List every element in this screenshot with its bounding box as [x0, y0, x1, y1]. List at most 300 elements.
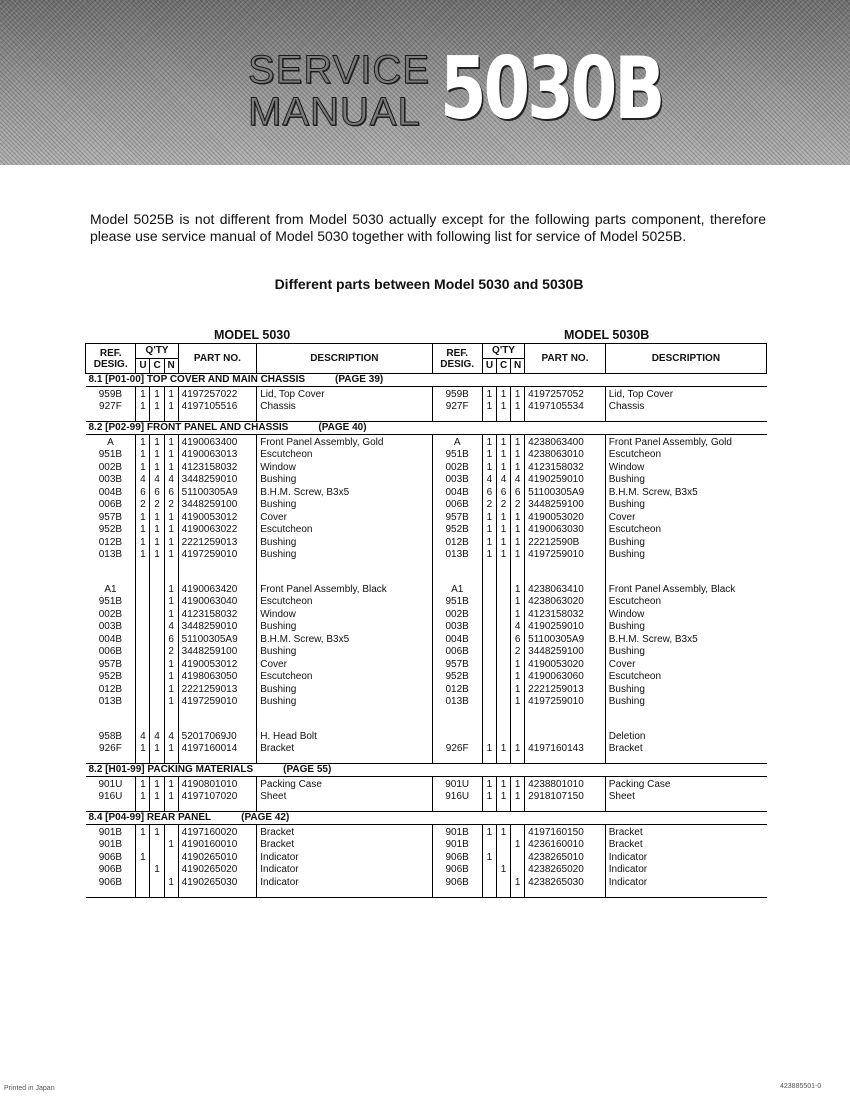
spacer-cell	[496, 756, 510, 764]
right-ref-cell: 012B	[432, 537, 482, 550]
right-part-no-cell: 51100305A9	[525, 634, 606, 647]
section-header-row	[86, 764, 767, 777]
right-qty-n-cell: 1	[511, 659, 525, 672]
right-description-cell: Bracket	[605, 839, 766, 852]
left-qty-c-cell	[150, 839, 164, 852]
right-qty-n-cell: 1	[511, 877, 525, 890]
spacer-cell	[150, 889, 164, 897]
right-description-cell: Indicator	[605, 852, 766, 865]
left-description-header: DESCRIPTION	[257, 344, 432, 374]
spacer-cell	[178, 414, 257, 422]
right-qty-u-cell: 1	[482, 549, 496, 562]
right-qty-u-cell	[482, 839, 496, 852]
spacer-cell	[605, 804, 766, 812]
left-ref-cell: A	[107, 437, 114, 448]
right-qty-u-cell: 1	[482, 435, 496, 450]
left-qty-n-cell: 2	[164, 646, 178, 659]
spacer-cell	[86, 756, 136, 764]
spacer-cell	[164, 804, 178, 812]
right-ref-cell: 951B	[432, 449, 482, 462]
left-qty-n-cell: 1	[164, 659, 178, 672]
left-qty-u-cell: 1	[136, 825, 150, 840]
right-qty-n-cell: 1	[511, 449, 525, 462]
right-description-cell	[605, 562, 766, 584]
right-qty-c-cell: 1	[496, 449, 510, 462]
table-section	[86, 374, 767, 422]
right-qty-n-cell: 1	[511, 671, 525, 684]
right-part-no-cell	[525, 709, 606, 731]
left-description-cell: Bushing	[257, 621, 432, 634]
left-part-no-cell: 4190265020	[178, 864, 257, 877]
section-title: 8.2 [H01-99] PACKING MATERIALS	[88, 764, 254, 775]
left-ref-cell: 004B	[98, 633, 123, 645]
left-qty-c-cell: 6	[150, 487, 164, 500]
left-description-cell: B.H.M. Screw, B3x5	[257, 487, 432, 500]
left-qty-n-cell	[164, 864, 178, 877]
left-ref-cell: 906B	[98, 864, 123, 876]
section-page-ref: (PAGE 39)	[335, 374, 384, 385]
spacer-cell	[86, 804, 136, 812]
left-qty-c-cell	[150, 709, 164, 731]
right-qty-c-cell: 1	[496, 387, 510, 402]
right-part-no-cell: 4190063030	[525, 524, 606, 537]
right-qty-n-cell: 1	[511, 791, 525, 804]
right-qty-n-cell	[511, 709, 525, 731]
intro-paragraph: Model 5025B is not different from Model 5030 actually except for the following parts component, therefore please use service manual of Model 5030 together with following list for service of Model 5025B.	[90, 211, 766, 244]
spacer-cell	[257, 889, 432, 897]
right-qty-c-cell: 1	[496, 743, 510, 756]
section-spacer	[86, 414, 767, 422]
right-part-no-cell: 4197259010	[525, 696, 606, 709]
right-description-cell: Deletion	[605, 731, 766, 744]
left-ref-cell	[86, 562, 136, 584]
right-qty-u-cell	[482, 709, 496, 731]
left-part-no-cell: 3448259100	[178, 499, 257, 512]
table-row	[86, 791, 767, 804]
right-qty-u-cell	[482, 877, 496, 890]
section-page-ref: (PAGE 40)	[318, 422, 367, 433]
spacer-cell	[525, 889, 606, 897]
right-ref-cell: 004B	[432, 634, 482, 647]
left-part-no-cell: 4123158032	[178, 609, 257, 622]
left-qty-u-cell: 1	[136, 537, 150, 550]
left-qty-u-cell: 1	[136, 743, 150, 756]
right-part-no-cell: 4197259010	[525, 549, 606, 562]
right-qty-n-cell	[511, 852, 525, 865]
left-qty-c-cell: 1	[150, 537, 164, 550]
right-description-cell: Bushing	[605, 474, 766, 487]
right-description-cell: Chassis	[605, 401, 766, 414]
right-ref-cell: 951B	[432, 596, 482, 609]
left-qty-n-cell: 1	[164, 462, 178, 475]
spacer-cell	[482, 414, 496, 422]
left-description-cell: Bracket	[257, 825, 432, 840]
right-qty-n-cell: 4	[511, 474, 525, 487]
right-part-no-cell: 4238063400	[525, 435, 606, 450]
spacer-cell	[178, 804, 257, 812]
right-part-no-cell: 4190063060	[525, 671, 606, 684]
spacer-cell	[257, 756, 432, 764]
left-qty-c-cell	[150, 877, 164, 890]
right-qty-u-cell: 1	[482, 852, 496, 865]
table-row	[86, 852, 767, 865]
left-qty-u-cell	[136, 877, 150, 890]
left-part-no-cell: 4190063400	[178, 435, 257, 450]
left-ref-cell: 906B	[98, 851, 123, 863]
left-qty-c-cell	[150, 852, 164, 865]
spacer-cell	[432, 756, 482, 764]
left-description-cell: Escutcheon	[257, 449, 432, 462]
left-partno-header: PART NO.	[178, 344, 257, 374]
left-description-cell: Indicator	[257, 864, 432, 877]
right-qty-u-cell: 1	[482, 825, 496, 840]
left-ref-cell: 012B	[98, 683, 123, 695]
right-description-cell: Sheet	[605, 791, 766, 804]
left-ref-cell: 901U	[98, 779, 123, 790]
left-qty-n-cell: 1	[164, 584, 178, 597]
left-qty-u-cell: 4	[136, 474, 150, 487]
section-header	[86, 764, 767, 777]
left-qty-c-header: C	[150, 359, 164, 374]
left-qty-c-cell	[150, 659, 164, 672]
right-ref-cell: 013B	[432, 549, 482, 562]
left-qty-u-cell	[136, 659, 150, 672]
left-part-no-cell: 51100305A9	[178, 634, 257, 647]
left-part-no-cell: 4190265010	[178, 852, 257, 865]
spacer-cell	[164, 414, 178, 422]
left-description-cell: Escutcheon	[257, 524, 432, 537]
spacer-cell	[178, 756, 257, 764]
right-part-no-cell: 4190259010	[525, 474, 606, 487]
right-ref-cell: 916U	[432, 791, 482, 804]
left-description-cell: Bushing	[257, 537, 432, 550]
table-section	[86, 812, 767, 898]
right-part-no-cell: 4190053020	[525, 512, 606, 525]
left-qty-u-cell	[136, 584, 150, 597]
right-part-no-cell: 4123158032	[525, 462, 606, 475]
right-qty-c-cell	[496, 877, 510, 890]
left-ref-cell: 957B	[98, 658, 123, 670]
spacer-cell	[525, 414, 606, 422]
left-description-cell: B.H.M. Screw, B3x5	[257, 634, 432, 647]
table-row	[86, 731, 767, 744]
left-part-no-cell: 4190063022	[178, 524, 257, 537]
table-row	[86, 696, 767, 709]
left-qty-c-cell	[150, 584, 164, 597]
right-qty-u-cell	[482, 671, 496, 684]
section-spacer	[86, 756, 767, 764]
right-description-cell: Packing Case	[605, 777, 766, 792]
right-qty-u-cell: 1	[482, 387, 496, 402]
table-section	[86, 764, 767, 812]
left-ref-cell: 926F	[99, 743, 122, 755]
left-ref-cell: 003B	[98, 474, 123, 486]
spacer-cell	[432, 804, 482, 812]
left-qty-n-cell: 1	[164, 684, 178, 697]
right-qty-n-cell: 6	[511, 487, 525, 500]
right-qty-n-cell: 1	[511, 684, 525, 697]
left-part-no-cell: 4197105516	[178, 401, 257, 414]
right-ref-cell: 901B	[432, 839, 482, 852]
right-qty-n-cell: 1	[511, 387, 525, 402]
right-model-heading: MODEL 5030B	[564, 328, 650, 342]
left-part-no-cell: 4190160010	[178, 839, 257, 852]
spacer-cell	[150, 756, 164, 764]
left-ref-cell: 951B	[98, 449, 123, 461]
left-qty-n-cell: 2	[164, 499, 178, 512]
right-ref-cell: 013B	[432, 696, 482, 709]
spacer-cell	[496, 414, 510, 422]
spacer-cell	[164, 756, 178, 764]
right-ref-cell: A1	[432, 584, 482, 597]
left-qty-n-cell: 1	[164, 435, 178, 450]
spacer-row	[86, 562, 767, 584]
right-description-cell: Bushing	[605, 696, 766, 709]
section-header	[86, 422, 767, 435]
left-part-no-cell: 4198063050	[178, 671, 257, 684]
table-row	[86, 684, 767, 697]
right-ref-cell: 002B	[432, 462, 482, 475]
left-qty-n-cell: 6	[164, 487, 178, 500]
right-qty-u-cell	[482, 684, 496, 697]
left-qty-c-cell: 1	[150, 524, 164, 537]
right-ref-cell: 004B	[432, 487, 482, 500]
table-row	[86, 596, 767, 609]
table-row	[86, 671, 767, 684]
left-part-no-cell: 4197259010	[178, 696, 257, 709]
right-ref-cell	[432, 731, 482, 744]
right-ref-cell: 002B	[432, 609, 482, 622]
left-part-no-cell: 4197257022	[178, 387, 257, 402]
left-description-cell: Sheet	[257, 791, 432, 804]
right-qty-c-cell	[496, 646, 510, 659]
right-part-no-cell: 3448259100	[525, 499, 606, 512]
right-qty-c-cell	[496, 696, 510, 709]
left-ref-cell: 916U	[98, 791, 123, 803]
spacer-cell	[257, 414, 432, 422]
right-description-cell: B.H.M. Screw, B3x5	[605, 487, 766, 500]
left-ref-cell: 958B	[98, 730, 123, 742]
right-ref-cell: 901U	[432, 777, 482, 792]
left-qty-u-cell: 2	[136, 499, 150, 512]
left-description-cell: Bushing	[257, 684, 432, 697]
left-qty-c-cell	[150, 562, 164, 584]
left-qty-u-cell: 6	[136, 487, 150, 500]
right-qty-n-cell: 1	[511, 596, 525, 609]
table-row	[86, 524, 767, 537]
right-qty-c-cell	[496, 584, 510, 597]
left-qty-n-cell: 1	[164, 839, 178, 852]
left-description-cell: Bushing	[257, 696, 432, 709]
table-row	[86, 449, 767, 462]
section-title: 8.1 [P01-00] TOP COVER AND MAIN CHASSIS	[88, 374, 306, 385]
left-qty-n-cell: 1	[164, 512, 178, 525]
left-qty-c-cell	[150, 646, 164, 659]
table-row	[86, 609, 767, 622]
right-description-cell: Escutcheon	[605, 671, 766, 684]
right-qty-n-cell: 4	[511, 621, 525, 634]
right-part-no-cell: 4190053020	[525, 659, 606, 672]
right-qty-n-cell: 1	[511, 777, 525, 792]
left-description-cell: Front Panel Assembly, Gold	[257, 435, 432, 450]
left-description-cell	[257, 709, 432, 731]
right-qty-u-cell: 1	[482, 791, 496, 804]
right-ref-cell: 957B	[432, 512, 482, 525]
right-qty-n-cell	[511, 825, 525, 840]
left-part-no-cell: 4197160020	[178, 825, 257, 840]
left-qty-u-cell	[136, 646, 150, 659]
table-subtitle: Different parts between Model 5030 and 5030B	[274, 276, 584, 292]
right-part-no-cell: 22212590B	[525, 537, 606, 550]
right-description-cell: Lid, Top Cover	[605, 387, 766, 402]
table-row	[86, 584, 767, 597]
spacer-cell	[136, 804, 150, 812]
right-description-cell: Front Panel Assembly, Black	[605, 584, 766, 597]
left-ref-cell: 003B	[98, 621, 123, 633]
left-qty-c-cell	[150, 596, 164, 609]
right-ref-cell: 959B	[432, 387, 482, 402]
left-ref-cell: 901B	[98, 827, 123, 838]
right-qty-n-cell	[511, 562, 525, 584]
left-part-no-cell: 4197107020	[178, 791, 257, 804]
section-spacer	[86, 889, 767, 897]
right-part-no-cell: 4238063410	[525, 584, 606, 597]
right-qty-c-cell: 1	[496, 462, 510, 475]
table-row	[86, 659, 767, 672]
left-part-no-cell: 4123158032	[178, 462, 257, 475]
right-description-cell: Bushing	[605, 621, 766, 634]
left-qty-c-cell: 1	[150, 864, 164, 877]
right-description-cell: Window	[605, 462, 766, 475]
right-ref-cell: 906B	[432, 877, 482, 890]
left-qty-header: Q'TY	[136, 344, 178, 359]
table-row	[86, 512, 767, 525]
left-part-no-cell: 4197259010	[178, 549, 257, 562]
right-qty-n-cell: 1	[511, 512, 525, 525]
left-part-no-cell: 4190063013	[178, 449, 257, 462]
right-ref-cell: 952B	[432, 524, 482, 537]
right-part-no-cell: 4197105534	[525, 401, 606, 414]
left-description-cell	[257, 562, 432, 584]
banner-title	[248, 50, 433, 134]
right-part-no-cell	[525, 562, 606, 584]
right-description-cell: Escutcheon	[605, 449, 766, 462]
left-part-no-cell: 3448259100	[178, 646, 257, 659]
section-title: 8.2 [P02-99] FRONT PANEL AND CHASSIS	[88, 422, 289, 433]
spacer-cell	[482, 804, 496, 812]
left-qty-n-header: N	[164, 359, 178, 374]
right-qty-u-cell: 1	[482, 449, 496, 462]
right-part-no-cell: 3448259100	[525, 646, 606, 659]
right-qty-c-cell	[496, 609, 510, 622]
left-part-no-cell: 3448259010	[178, 474, 257, 487]
left-qty-c-cell: 4	[150, 474, 164, 487]
table-row	[86, 621, 767, 634]
parts-comparison-table	[85, 343, 767, 898]
left-ref-cell: 002B	[98, 608, 123, 620]
left-qty-u-header: U	[136, 359, 150, 374]
right-description-cell: Bushing	[605, 549, 766, 562]
right-qty-n-cell: 6	[511, 634, 525, 647]
right-qty-c-cell: 1	[496, 524, 510, 537]
left-ref-cell: 959B	[98, 389, 123, 400]
spacer-cell	[605, 889, 766, 897]
left-qty-n-cell: 1	[164, 743, 178, 756]
banner-line-service: SERVICE	[248, 48, 430, 92]
left-qty-u-cell: 1	[136, 549, 150, 562]
right-part-no-cell: 4238063010	[525, 449, 606, 462]
spacer-cell	[511, 889, 525, 897]
right-qty-u-cell	[482, 646, 496, 659]
left-qty-c-cell: 1	[150, 401, 164, 414]
left-ref-cell: 927F	[99, 401, 122, 413]
left-qty-n-cell	[164, 825, 178, 840]
spacer-cell	[136, 414, 150, 422]
right-description-cell: Indicator	[605, 864, 766, 877]
spacer-cell	[86, 414, 136, 422]
right-part-no-cell: 51100305A9	[525, 487, 606, 500]
table-row	[86, 462, 767, 475]
left-part-no-cell: 4190053012	[178, 659, 257, 672]
right-qty-c-cell	[496, 596, 510, 609]
left-qty-n-cell: 1	[164, 596, 178, 609]
left-description-cell: Chassis	[257, 401, 432, 414]
right-qty-c-cell: 1	[496, 864, 510, 877]
left-part-no-cell: 3448259010	[178, 621, 257, 634]
left-description-cell: Bracket	[257, 839, 432, 852]
right-ref-cell	[432, 562, 482, 584]
right-ref-cell: 952B	[432, 671, 482, 684]
right-qty-n-cell	[511, 731, 525, 744]
left-qty-u-cell	[136, 596, 150, 609]
left-ref-cell: 013B	[98, 549, 123, 561]
left-part-no-cell: 4190053012	[178, 512, 257, 525]
right-qty-u-cell: 1	[482, 743, 496, 756]
left-qty-n-cell: 1	[164, 777, 178, 792]
left-description-cell: Lid, Top Cover	[257, 387, 432, 402]
left-description-cell: Bushing	[257, 499, 432, 512]
left-qty-n-cell: 4	[164, 621, 178, 634]
left-qty-n-cell: 4	[164, 731, 178, 744]
right-part-no-cell: 4238265030	[525, 877, 606, 890]
right-part-no-cell: 4236160010	[525, 839, 606, 852]
right-qty-u-cell: 1	[482, 777, 496, 792]
left-qty-u-cell	[136, 696, 150, 709]
right-qty-header: Q'TY	[482, 344, 524, 359]
section-header-row	[86, 374, 767, 387]
spacer-cell	[605, 414, 766, 422]
table-row	[86, 825, 767, 840]
right-qty-u-cell	[482, 696, 496, 709]
section-spacer	[86, 804, 767, 812]
right-ref-cell: 006B	[432, 499, 482, 512]
left-qty-u-cell	[136, 684, 150, 697]
left-description-cell: Escutcheon	[257, 596, 432, 609]
right-ref-cell: 006B	[432, 646, 482, 659]
right-qty-n-cell: 1	[511, 435, 525, 450]
left-part-no-cell: 4190063420	[178, 584, 257, 597]
left-qty-c-cell: 1	[150, 512, 164, 525]
right-qty-c-cell	[496, 659, 510, 672]
right-partno-header: PART NO.	[525, 344, 606, 374]
left-qty-u-cell	[136, 839, 150, 852]
banner-model-number: 5030B	[440, 39, 663, 139]
right-part-no-cell: 4238801010	[525, 777, 606, 792]
right-part-no-cell: 4197160150	[525, 825, 606, 840]
left-description-cell: Cover	[257, 512, 432, 525]
right-qty-u-cell	[482, 659, 496, 672]
left-description-cell: Indicator	[257, 877, 432, 890]
